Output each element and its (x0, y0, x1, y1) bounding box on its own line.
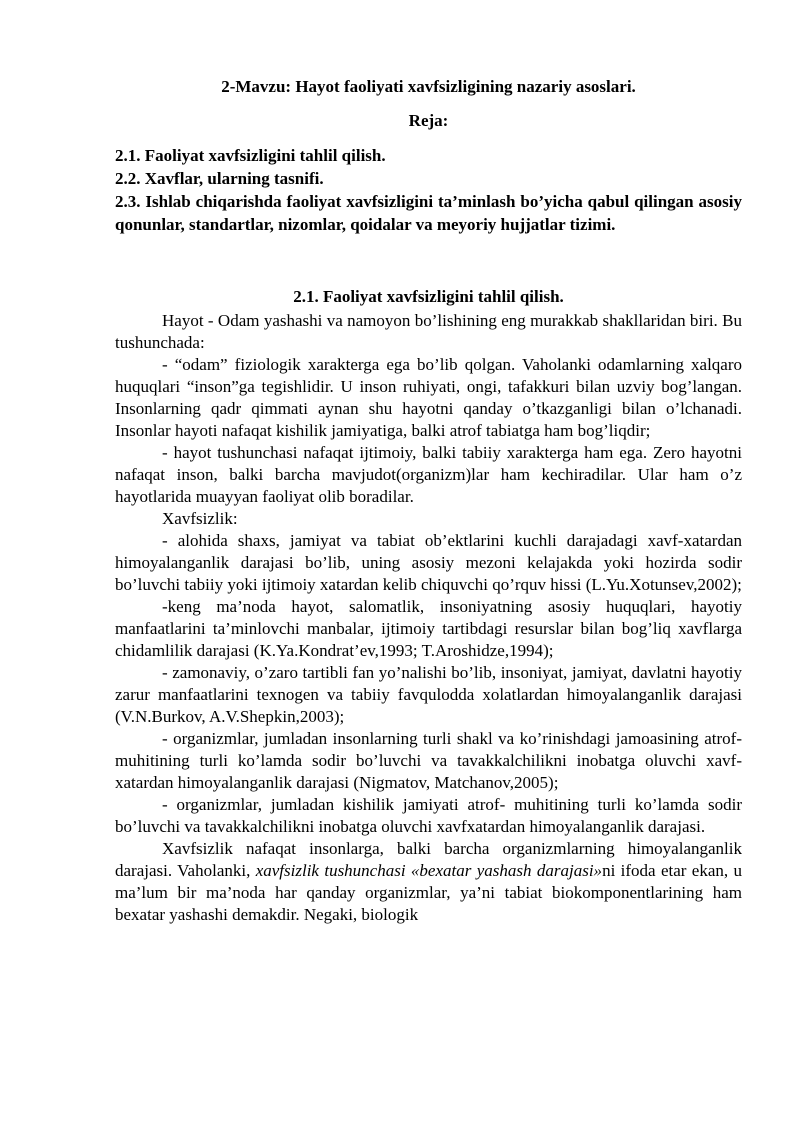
plan-item: 2.2. Xavflar, ularning tasnifi. (115, 169, 324, 188)
section-title: 2.1. Faoliyat xavfsizligini tahlil qilish. (293, 287, 564, 306)
paragraph: - organizmlar, jumladan kishilik jamiyati atrof- muhitining turli ko’lamda sodir bo’luvchi va tavakkalchilikni inobatga oluvchi xavfxatardan himoyalanganlik darajasi. (115, 795, 742, 836)
document-page (115, 76, 742, 926)
paragraph: - alohida shaxs, jamiyat va tabiat ob’ektlarini kuchli darajadagi xavf-xatardan himoyalanganlik darajasi bo’lib, uning asosiy mezoni kelajakda yoki hozirda sodir bo’luvchi tabiiy yoki ijtimoiy xatardan kelib chiquvchi qo’rquv hissi (L.Yu.Xotunsev,2002); (115, 531, 742, 594)
paragraph: Xavfsizlik: (162, 509, 238, 528)
paragraph: - organizmlar, jumladan insonlarning turli shakl va ko’rinishdagi jamoasining atrof-muhitining turli ko’lamda sodir bo’luvchi va tavakkalchilikni inobatga oluvchi xavf- xatardan himoyalanganlik darajasi (Nigmatov, Matchanov,2005); (115, 729, 742, 792)
paragraph: -keng ma’noda hayot, salomatlik, insoniyatning asosiy huquqlari, hayotiy manfaatlarini ta’minlovchi manbalar, ijtimoiy tartibdagi resurslar bilan bog’liq xavflarga chidamlilik darajasi (K.Ya.Kondrat’ev,1993; T.Aroshidze,1994); (115, 597, 742, 660)
paragraph-text: Xavfsizlik nafaqat insonlarga, balki barcha organizmlarning himoyalanganlik darajasi. Vaholanki, (115, 839, 742, 880)
document-title: 2-Mavzu: Hayot faoliyati xavfsizligining nazariy asoslari. (221, 77, 636, 96)
paragraph-text: ni ifoda etar ekan, u ma’lum bir ma’noda har qanday organizmlar, ya’ni tabiat biokomponentlarining ham bexatar yashashi demakdir. Negaki, biologik (115, 861, 742, 924)
plan-heading: Reja: (408, 111, 449, 130)
paragraph: - hayot tushunchasi nafaqat ijtimoiy, balki tabiiy xarakterga ham ega. Zero hayotni nafaqat inson, balki barcha mavjudot(organizm)lar ham kechiradilar. Ular ham o’z hayotlarida muayyan faoliyat olib boradilar. (115, 443, 742, 506)
paragraph-last (115, 838, 742, 926)
paragraph: Hayot - Odam yashashi va namoyon bo’lishining eng murakkab shakllaridan biri. Bu tushunchada: (115, 311, 742, 352)
paragraph: - “odam” fiziologik xarakterga ega bo’lib qolgan. Vaholanki odamlarning xalqaro huquqlari “inson”ga tegishlidir. U inson ruhiyati, ongi, tafakkuri bilan uzviy bog’langan. Insonlarning qadr qimmati aynan shu hayotni qanday o’tkazganligi bilan o’lchanadi. Insonlar hayoti nafaqat kishilik jamiyatiga, balki atrof tabiatga ham bog’liqdir; (115, 355, 742, 440)
italic-phrase: xavfsizlik tushunchasi «bexatar yashash darajasi» (255, 861, 603, 880)
plan-list (115, 144, 742, 236)
plan-item: 2.3. Ishlab chiqarishda faoliyat xavfsizligini ta’minlash bo’yicha qabul qilingan asosiy qonunlar, standartlar, nizomlar, qoidalar va meyoriy hujjatlar tizimi. (115, 192, 742, 234)
plan-item: 2.1. Faoliyat xavfsizligini tahlil qilish. (115, 146, 386, 165)
body-text (115, 310, 742, 926)
paragraph: - zamonaviy, o’zaro tartibli fan yo’nalishi bo’lib, insoniyat, jamiyat, davlatni hayotiy zarur manfaatlarini texnogen va tabiiy favqulodda xolatlardan himoyalanganlik darajasi (V.N.Burkov, A.V.Shepkin,2003); (115, 663, 742, 726)
